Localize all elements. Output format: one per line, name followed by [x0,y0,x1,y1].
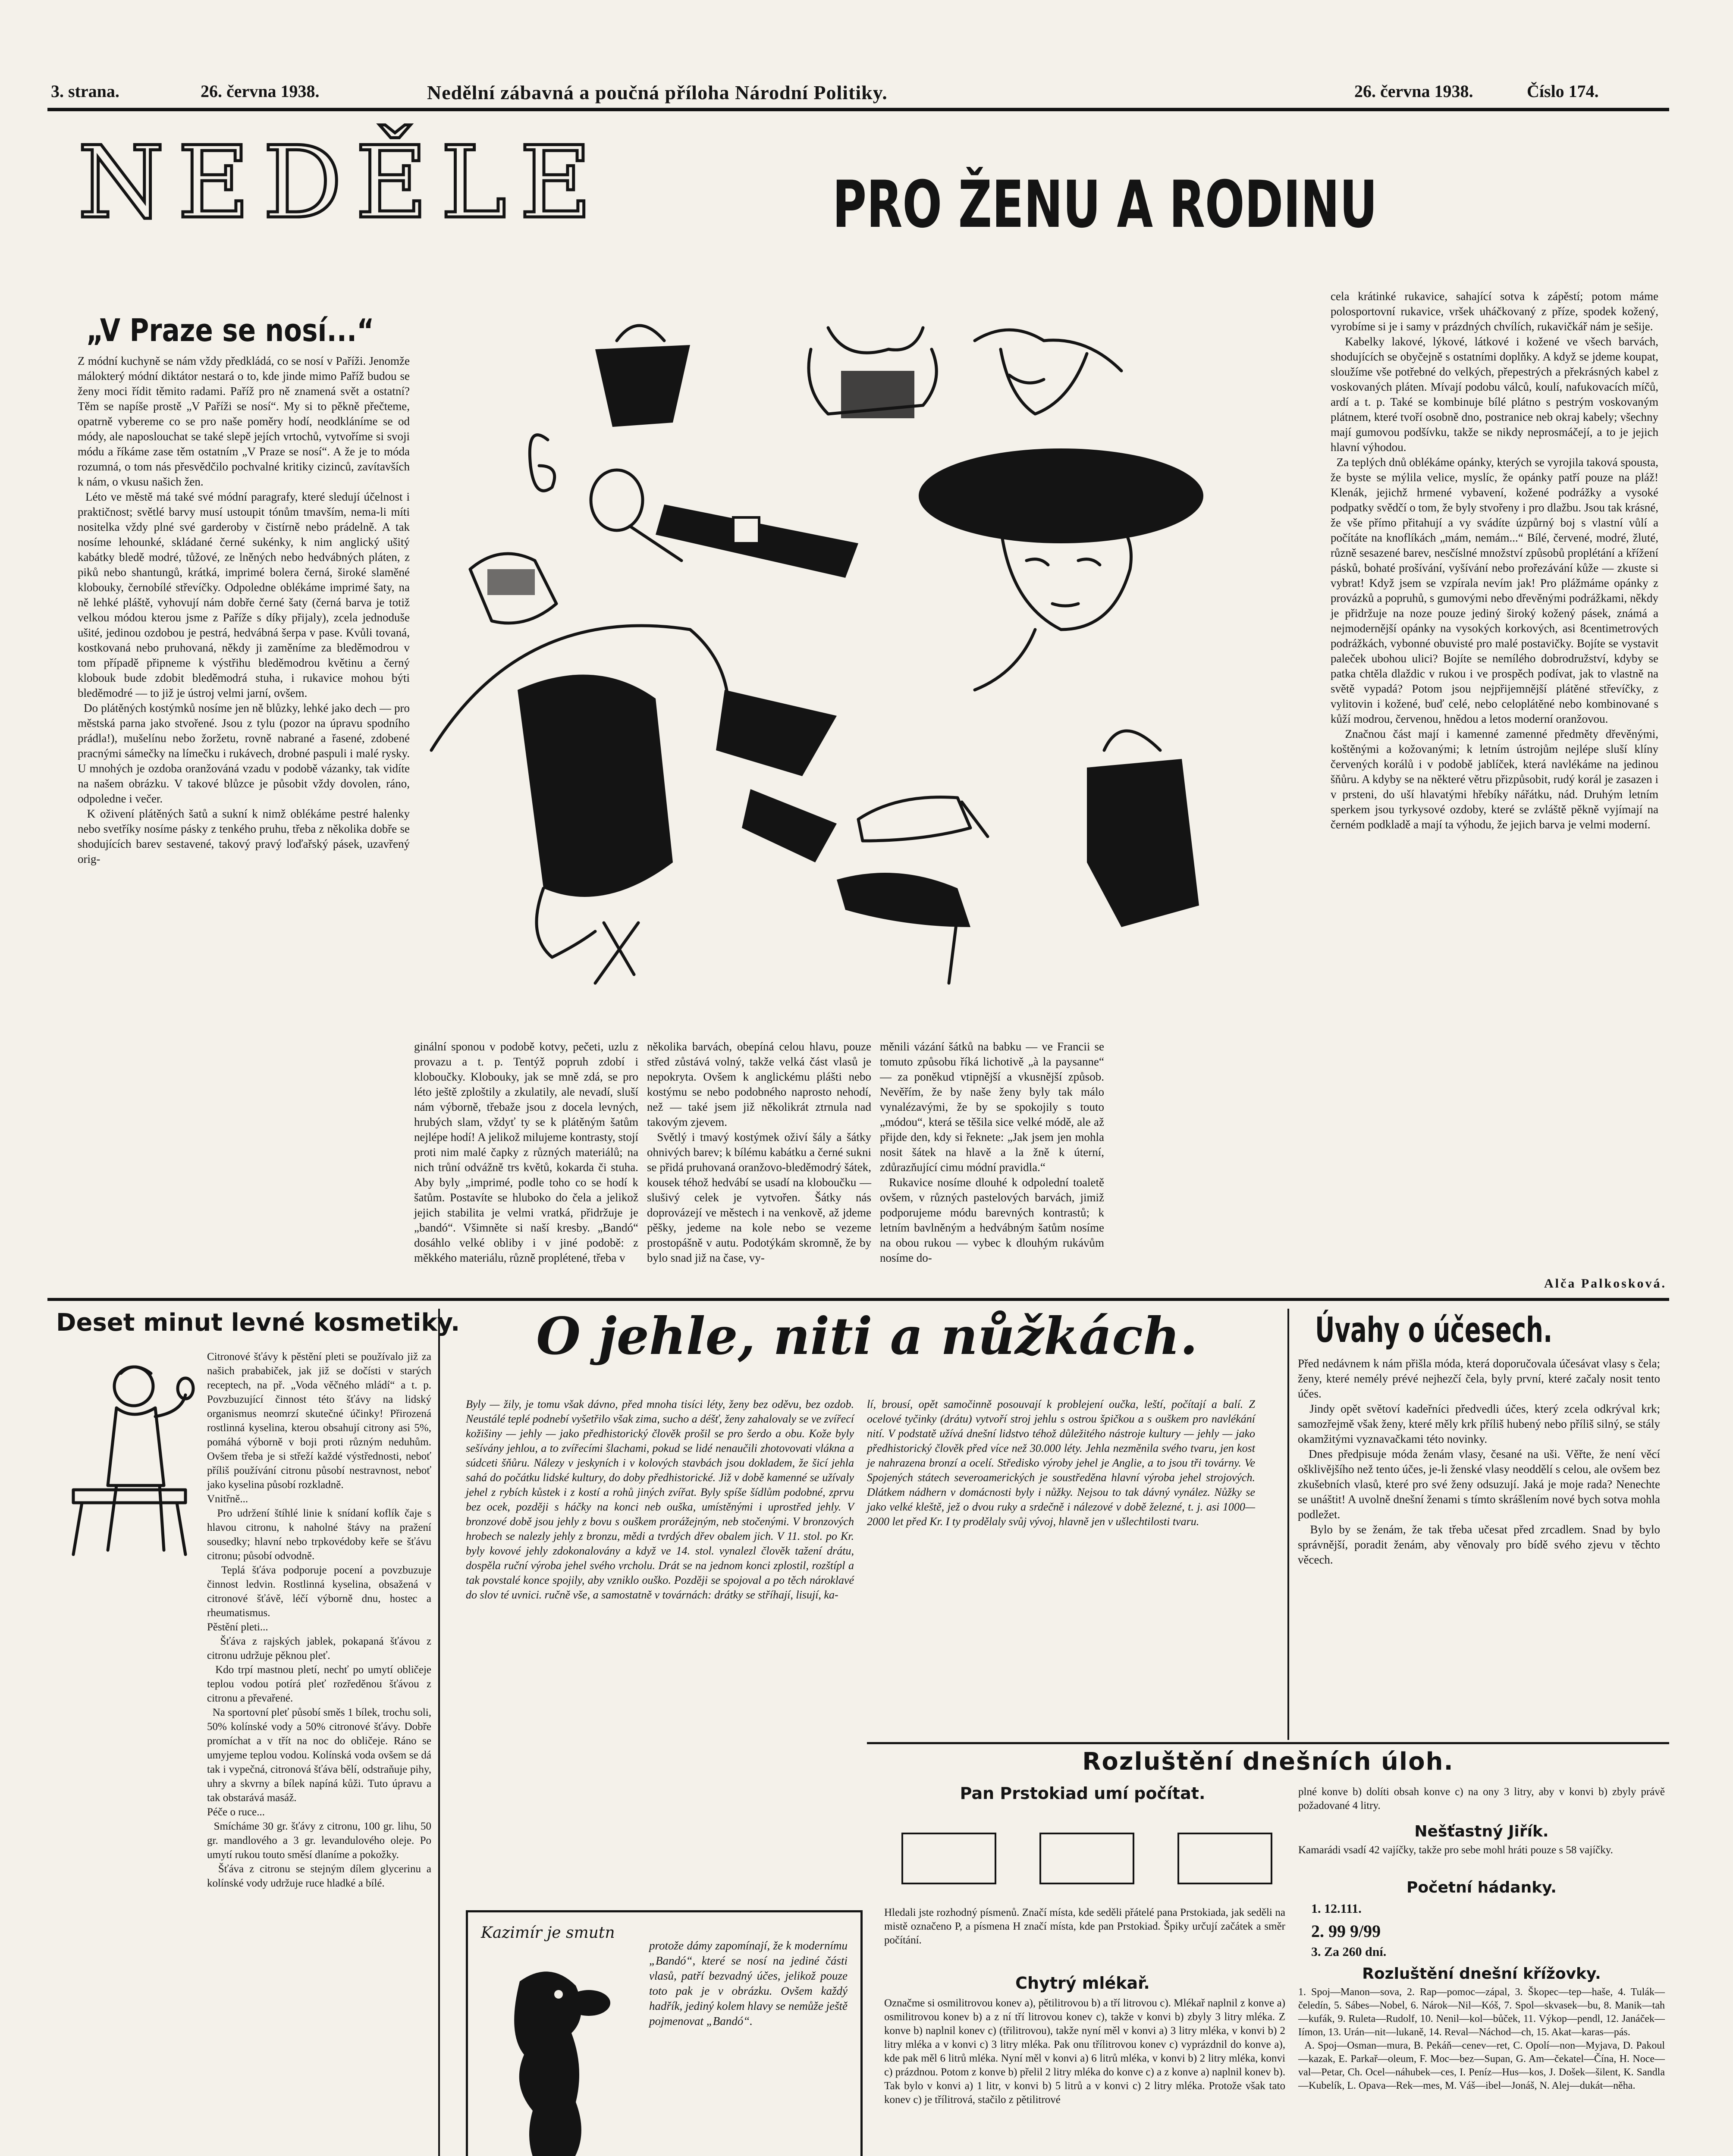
shoe-icon-lower [837,873,970,983]
woman-hat-figure [919,448,1203,690]
prstokiad-grid-2 [1039,1833,1134,1884]
praha-column-1: Z módní kuchyně se nám vždy předkládá, co se nosí v Paříži. Jenomže málokterý módní diktátor nestará o to, kde jinde mimo Paříž budou se ženy moci řídit těmito radami. Paříž pro ně znamená svět a ostatní? Těm se napíše prostě „V Paříži se nosí“. My si to pěkně přečteme, opatrně vybereme co se pro naše poměry hodí, neodkláníme se od módy, ale naposlouchat se také slepě jejích vrtochů, vytvoříme si svoji módu a říkáme zase těm ostatním „V Praze se nosí“. A že je to móda rozumná, o tom nás přesvědčilo pochvalné kritiky cizinců, zavítavších k nám, o vkusu našich žen. Léto ve městě má také své módní paragrafy, které sledují účelnost i praktičnost; světlé barvy musí ustoupit tónům tmavším, nema-li míti nositelka vždy plné své garderoby v čistírně nebo prádelně. A tak nosíme lehounké, skládané černé sukénky, k nim anglický ušitý kabátky bledě modré, tůžové, ze lněných nebo hedvábných pláten, z piků nebo shantungů, krátká, imprimé bolera černá, široké slaměné klobouky, černobílé střevíčky. Odpoledne oblékáme imprimé šaty, na ně lehké pláště, vyhovují nám dobře černé šaty (černá barva je totiž velkou módou kterou jsme z Paříže s díky přijaly), zcela jednoduše ušité, jedinou ozdobou je pestrá, hedvábná šerpa v pase. Kvůli tovaná, kostkovaná nebo pruhovaná, někdy ji zaměníme za bleděmodrou v tom případě připneme k výstřihu bleděmodrou květinu a černý klobouk bude zdobit bleděmodrá stuha, i rukavice mohou býti bleděmodré — to již je ústroj velmi jarní, ovšem. Do plátěných kostýmků nosíme jen ně blůzky, lehké jako dech — pro městská parna jako stvořené. Jsou z tylu (pozor na úpravu spodního prádla!), mušelínu nebo žoržetu, rovně nabrané a řasené, zdobené pracnými sámečky na límečku i rukávech, drobné paspuli i malé rysky. U mnohých je ozdoba oranžováná vzadu v podobě vázanky, tak vidíte na našem obrázku. V takové blůzce je působit vždy dovolen, ráno, odpoledne i večer. K oživení plátěných šatů a sukní k nimž oblékáme pestré halenky nebo svetříky nosíme pásky z tenkého pruhu, třeba z několika dobře se shodujících barev sestavené, takový pravý loďařský pásek, uzavřený orig- [78,354,410,865]
glove-icon [470,554,556,623]
scarf-dark-icon [742,789,837,862]
ucesy-heading: Úvahy o účesech. [1315,1310,1553,1350]
rozlusteni-heading: Rozluštění dnešních úloh. [1082,1748,1454,1776]
handbag-icon [595,326,690,427]
kosmetika-section [52,1309,460,2156]
praha-heading: „V Praze se nosí...“ [86,312,374,348]
bando-script: Kazimír je smutn [481,1924,615,1942]
woman-mirror-illustration [56,1348,203,1563]
gloves-dark-icon [716,690,837,776]
dress-sketch-icon [975,330,1121,414]
shoe-icon-upper [858,797,988,841]
pocetni-answer-3: 3. Za 260 dní. [1311,1945,1387,1959]
issue-number: Číslo 174. [1527,81,1599,101]
masthead-subtitle: PRO ŽENU A RODINU [832,167,1378,242]
milkman-title: Chytrý mlékař. [1015,1974,1150,1993]
ucesy-section [1287,1309,1667,1740]
nestastny-text: Kamarádi vsadí 42 vajíčky, takže pro sebe mohl hráti pouze s 58 vajíčky. [1298,1844,1613,1856]
header-rule [47,108,1669,111]
dog-illustration [485,1955,623,2156]
jehle-heading: O jehle, niti a nůžkách. [536,1306,1198,1366]
prstokiad-grid-3 [1177,1833,1272,1884]
belt-icon [656,505,858,578]
praha-column-5: cela krátinké rukavice, sahající sotva k zápěstí; potom máme polosportovní rukavice, vršek uháčkovaný z příze, spodek kožený, vyrobíme si je i samy v prázdných chvílích, rukavičkář nám je sešije. Kabelky lakové, lýkové, látkové i kožené ve všech barvách, shodujících se obyčejně s ostatními doplňky. A když se jdeme koupat, sloužíme vše potřebné do velkých, přepestrých a překrásných kabel z voskovaných pláten. Mívají podobu válců, koulí, nafukovacích míčů, ardí a t. p. Také se kombinuje bílé plátno s pestrým voskovaným plátnem, které tvoří osobně dno, postranice neb okraj kabely; všechny mají gumovou podšívku, takže se nikdy neprosmáčejí, a to je jejich hlavní výhodou. Za teplých dnů oblékáme opánky, kterých se vyrojila taková spousta, že byste se mýlila velice, myslíc, že opánky patří pouze na pláž! Klenák, jejichž hrmené vybavení, kožené podrážky a vysoké podpatky svědčí o tom, že byly stvořeny i pro dlažbu. Jsou tak krásné, že vše přímo přitahují a vy svádíte úzpůrný boj s vlastní vůlí a počítáte na knoflíkách „mám, nemám...“ Bílé, červené, modré, žluté, různě sesazené barev, nesčíslné množství způsobů proplétání a křížení pásků, bohaté prošívání, vyšívání nebo prořezávání kůže — zkuste si vybrat! Když jsem se vzpírala nevím jak! Pro plážmáme opánky z provázků a popruhů, s gumovými nebo dřevěnými podrážkami, někdy je přidržuje na noze pouze jediný široký kožený pásek, známá a nejmodernější opánky na vysokých korkových, asi 8centimetrových podrážkách, vybonné obuvisté pro malé postavičky. Bojíte se vystavit paleček ubohou ulici? Bojíte se nemílého dobrodružství, kdyby se patka chtěla dlaždic v rukou i ve prospěch podívat, jak to vlastně na světě vypadá? Potom jsou nejpřijemnější plátěné střevíčky, z vylitovin i kožené, buď celé, nebo celoplátěné nebo kombinované s kůží modrou, červenou, hnědou a letos moderní oranžovou. Značnou část mají i kamenné zamenné předměty dřevěnými, koštěnými a kožovanými; k letním ústrojům nejlépe sluší klíny červených korálů i v podobě jablíček, která navlékáme na jedinou šňůru. A kdyby se na některé větru přizpůsobit, rudý korál je zasazen i v prsteni, do uší hlavatými hřebíky nářátku, nád. Druhým letním sperkem jsou tyrkysové ozdoby, které se zvláště pěkně vyjímají na černém podkladě a mají ta výhodu, že jejich barva je velmi moderní. [1331,290,1659,831]
bando-ad [466,1910,863,2156]
prstokiad-text: Hledali jste rozhodný písmenů. Značí místa, kde seděli přátelé pana Prstokiada, jak seděli na mistě označeno P, a písmena H značí místa, kde pan Prstokiad. Špiky určují začátek a směr počítání. [884,1907,1288,1946]
milkman-text: Označme si osmilitrovou konev a), pětilitrovou b) a tří litrovou c). Mlékař naplnil z konve a) osmilitrovou konev b) a z ní tří litrovou konev c), takže v konvi b) zbyly 3 litry mléka. Z konve b) naplnil konev c) (třilitrovou), takže nyní měl v konvi a) 3 litry mléka, v konvi b) 2 litry mléka a v konvi c) 3 litry mléka. Pak onu třílitrovou konev c) vyprázdnil do konve a), kde pak měl 6 litrů mléka. Nyní měl v konvi a) 6 litrů mléka, v konvi b) 2 litry mléka, konvi c) prázdnou. Potom z konve b) přelil 2 litry mléka do konve c) a z konve a) naplnil konev b). Tak bylo v konvi a) 1 litr, v konvi b) 5 litrů a v konvi c) 2 litry mléka. Protože však tato konev c) je třílitrová, stačilo z pětilitrové [884,1997,1288,2106]
bando-text: protože dámy zapomínají, že k modernímu „Bandó“, které se nosí na jediné části vlasů, patří bezvadný účes, jelikož pouze toto pak je v obrázku. Ovšem každý hadřík, jediný kolem hlavy se nemůže ještě pojmenovat „Bandó“. [649,1939,851,2028]
praha-column-4: měnili vázání šátků na babku — ve Francii se tomuto způsobu říká lichotivě „à la paysanne“ — za poněkud vtipnější a vkusnější způsob. Nevěřím, že by naše ženy byly tak málo vynalézavými, že by se spokojily s touto „módou“, která se těšila sice velké módě, ale až přijde den, kdy si řeknete: „Jak jsem jen mohla nosit šátek na hlavě a la žně k úterní, zdůrazňující cimu módní pravidla.“ Rukavice nosíme dlouhé k odpolední toaletě ovšem, v různých pastelových barvách, jimiž podporujeme módu barevných kontrastů; k letním bavlněným a hedvábným šatům nosíme na obou rukou — vybec k dlouhým rukávům nosíme do- [880,1040,1104,1264]
praha-signature: Alča Palkosková. [1544,1276,1667,1291]
rozlusteni-right-top: plné konve b) dolíti obsah konve c) na ony 3 litry, aby v konvi b) zbyly právě požadované 4 litry. [1298,1786,1668,1811]
krizovka-text: 1. Spoj—Manon—sova, 2. Rap—pomoc—zápal, 3. Škopec—tep—haše, 4. Tulák—čeledín, 5. Sábes—Nobel, 6. Nárok—Nil—Kóš, 7. Spol—skvasek—bu, 8. Manik—tah—kufák, 9. Ruleta—Rudolf, 10. Nenil—kol—bůček, 11. Výkop—pendl, 12. Janáček—Iímon, 13. Urán—nit—lukaně, 14. Reval—Náchod—ch, 15. Akat—karas—pás. A. Spoj—Osman—mura, B. Pekáň—cenev—ret, C. Opolí—non—Myjava, D. Pakoul—kazak, E. Parkař—oleum, F. Moc—bez—Supan, G. Am—čekatel—Čína, H. Noce—val—Petar, Ch. Ocel—náhubek—ces, I. Peníz—Hus—kos, J. Došek—šilent, K. Sandla—Kubelík, L. Opava—Rek—mes, M. Váš—ibel—Jonáš, N. Alej—dukát—něha. [1298,1987,1665,2091]
masthead-title: NEDĚLE [78,125,605,241]
prstokiad-diagrams [888,1815,1285,1902]
rozlusteni-rule [867,1742,1669,1744]
praha-column-2: ginální sponou v podobě kotvy, pečeti, uzlu z provazu a t. p. Tentýž popruh zdobí i kloboučky. Klobouky, jak se mně zdá, se pro léto ještě zploštily a zkulatily, ale nevadí, sluší nám výborně, třebaže jsou z docela levných, hrubých slam, vždyť ty se k plátěným šatům nejlépe hodí! A jelikož milujeme kontrasty, stojí proti nim malé čapky z různých materiálů; na nich trůní odvážně trs květů, kokarda či stuha. Aby byly „imprimé, podle toho co se hodí k šatům. Postavíte se hluboko do čela a jelikož jejich stabilita je velmi vratká, přidržuje je „bandó“. Všimněte si naší kresby. „Bandó“ dosáhlo velké obliby i v jiné podobě: z měkkého materiálu, různě proplétené, třeba v [414,1040,641,1264]
beach-bag-icon [1087,731,1199,927]
krizovka-title: Rozluštění dnešní křížovky. [1362,1965,1601,1983]
ucesy-text: Před nedávnem k nám přišla móda, která doporučovala účesávat vlasy s čela; ženy, které nemély prévé nejhezčí čela, byly první, které začaly nosit tento účes. Jindy opět světoví kadeřníci předvedli účes, který zcela odkrýval krk; samozřejmě však ženy, které měly krk příliš hubený nebo příliš silný, se stály okamžitými vyznavačkami této novinky. Dnes předpisuje móda ženám vlasy, česané na uši. Věřte, že není věcí ošklivějšího než tento účes, je-li ženské vlasy neoddělí s celou, ale ovšem bez zkušebních vlasů, které pro své ženy odsuzují. Jaká je moje rada? Nenechte se unáštit! A uvolně dnešní ženami s tímto skrášlením nové bych sotva mohla podležet. Bylo by se ženám, že tak třeba učesat před zrcadlem. Snad by bylo správnější, poradit ženám, aby věnovaly pro bídě svého zjevu v těchto věcech. [1298,1357,1660,1566]
woman-large-hat-figure [431,626,729,983]
section-rule [47,1298,1669,1301]
prstokiad-grid-1 [901,1833,996,1884]
blouse-icon [809,328,936,418]
supplement-title: Nedělní zábavná a poučná příloha Národní Politiky. [427,81,888,103]
jehle-column-2: lí, brousí, opět samočinně posouvají k problejení oučka, leští, počítají a balí. Z ocelové tyčinky (drátu) vytvoří stroj jehlu s ostrou špičkou a s ouškem pro navlékání nití. V podstatě užívá dnešní lidstvo téhož důležitého nástroje kultury — jehly — jako předhistorický člověk před více než 30.000 léty. Jehla nezměnila svého tvaru, jen kost je nahrazena bronzí a ocelí. Středisko výroby jehel je Anglie, a to jsou tři továrny. Ve Spojených státech severoamerických je soustředěna hlavní výroba jehel strojových. Dlátkem nádhern v domácnosti byly i nůžky. Nejsou to tak dávný vynález. Nůžky se jako velké kleště, jež o dvou ruky a srdečně i nálezové v době železné, t. j. asi 1000—2000 let před Kr. I ty prodělaly svůj vývoj, hlavně jen v ušlechtilosti tvaru. [867,1398,1258,1528]
pocetni-title: Početní hádanky. [1406,1879,1557,1896]
pocetni-answer-1: 1. 12.111. [1311,1902,1362,1916]
date-right: 26. června 1938. [1354,81,1473,101]
prstokiad-title: Pan Prstokiad umí počítat. [960,1784,1206,1803]
date-left: 26. června 1938. [201,81,320,101]
page-number: 3. strana. [51,81,119,101]
kosmetika-text: Citronové šťávy k pěstění pleti se používalo již za našich prababiček, jak již se dočísti v starých receptech, na př. „Voda věčného mládí“ a t. p. Povzbuzující činnost této šťávy na lidský organismus neomrzí skutečné účinky! Přirozená rostlinná kyselina, kterou obsahují citrony asi 5%, pomáhá výborně v boji proti různým neduhům. Ovšem třeba je si střeží každé výstřednosti, neboť příliš používání citronu působí nestravnost, neboť jako kyselina působí rozkladně. Vnitřně... Pro udržení štíhlé linie k snídaní koflík čaje s hlavou citronu, k naholné štávy na pražení sousedky; hlavní nebo trpkovédoby keře se šťávu citronu; působí odvodně. Teplá šťáva podporuje pocení a povzbuzuje činnost ledvin. Rostlinná kyselina, obsažená v citronové šťávě, léčí výborně dnu, hostec a rheumatismus. Pěstění pleti... Šťáva z rajských jablek, pokapaná šťávou z citronu udržuje pěknou pleť. Kdo trpí mastnou pletí, nechť po umytí obličeje teplou vodou potírá pleť rozředěnou šťávou z citronu a převařené. Na sportovní pleť působí směs 1 bílek, trochu soli, 50% kolínské vody a 50% citronové šťávy. Dobře promíchat a v třít na noc do obličeje. Ráno se umyjeme teplou vodou. Kolínská voda ovšem se dá tak i vypečná, citronová šťáva bělí, odstraňuje pihy, uhry a skvrny a bílek napíná kůži. Tuto úpravu a tak obstarává masáž. Péče o ruce... Smícháme 30 gr. šťávy z citronu, 100 gr. lihu, 50 gr. mandlového a 3 gr. levandulového oleje. Po umytí rukou touto směsí dlaníme a pokožky. Šťáva z citronu se stejným dílem glycerinu a kolínské vody udržuje ruce hladké a bílé. [207,1351,432,1889]
kosmetika-heading: Deset minut levné kosmetiky. [56,1309,460,1337]
fashion-illustration [414,302,1324,1022]
pocetni-answer-2: 2. 99 9/99 [1311,1921,1381,1941]
jehle-column-1: Byly — žily, je tomu však dávno, před mnoha tisíci léty, ženy bez oděvu, bez ozdob. Neustálé teplé podnebí vyšetřilo však zima, sucho a déšť, ženy zahalovaly se ve zvířecí kožišiny — jehly — jako předhistorický člověk prošil se pro šerdo a obu. Kože byly sešívány jehlou, a to zvířecími šlachami, pokud se lidé nenaučili zhotovovati vlákna a súdceti šňůru. Nálezy v jeskyních i v kolových stavbách jsou dokladem, že šicí jehla sahá do počátku lidské kultury, do doby předhistorické. Již v době kamenné se užívaly jehel z rybích kůstek i z kostí a rohů jiných zvířat. Byly spíše šídlům podobné, zprvu bez ocek, později s háčky na konci neb ouška, umístěnými i uprostřed jehly. V bronzové době jsou jehly z bovu s ouškem prorážejným, neb stočenými. V bronzových hrobech se nalezly jehly z bronzu, mědi a tvrdých dřev obalem jich. V 11. stol. po Kr. byly kovové jehly zdokonalovány a když ve 14. stol. vynalezl člověk tažení drátu, dospěla ruční výroba jehel svého vrcholu. Drát se na jednom konci zplostil, rozštípl a tak povstalé konce spojily, aby vzniklo ouško. Později se spojoval a po těch nároklavé do slov té uvnici. ručně vše, a samostatně v továrnách: drátky se stříhají, lisují, ka- [466,1398,857,1601]
nestastny-title: Nešťastný Jiřík. [1414,1823,1549,1840]
praha-column-3: několika barvách, obepíná celou hlavu, pouze střed zůstává volný, takže velká část vlasů je nepokryta. Ovšem k anglickému plášti nebo kostýmu se nebo podobného naprosto nehodí, než — také jsem již několikrát ztrnula nad takovým zjevem. Světlý i tmavý kostýmek oživí šály a šátky ohnivých barev; k bílému kabátku a černé sukni se přidá pruhovaná oranžovo-bleděmodrý šátek, kousek téhož hedvábí se usadí na kloboučku — slušivý celek je vytvořen. Šátky nás doprovázejí ve městech i na venkově, až jdeme pěšky, jedeme na kole nebo se vezeme prostopášně v autu. Podotýkám skromně, že by bylo snad již na čase, vy- [647,1040,871,1264]
